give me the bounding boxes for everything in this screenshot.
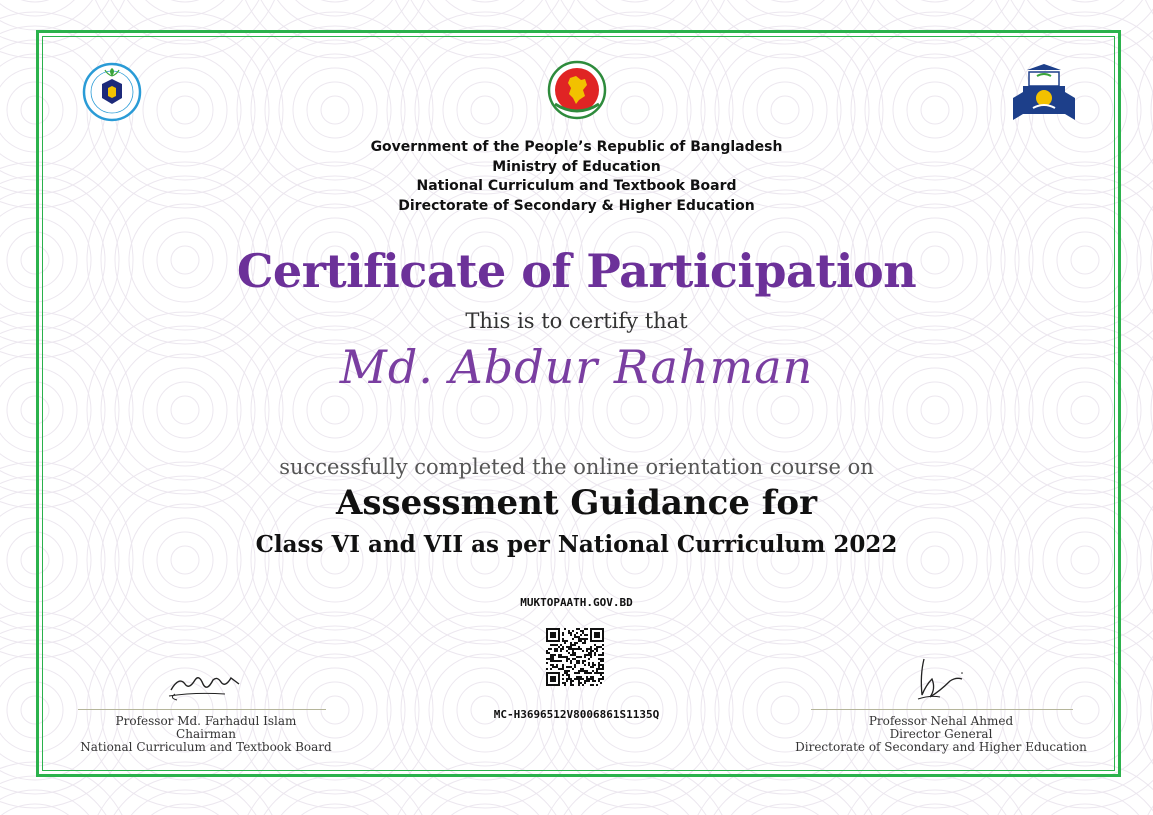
right-signature-line — [811, 709, 1073, 710]
course-title-line1: Assessment Guidance for — [335, 483, 818, 523]
left-signatory-designation: Chairman — [176, 727, 236, 741]
dshe-logo-icon — [1007, 62, 1081, 122]
right-signatory-designation: Director General — [889, 727, 993, 741]
right-signatory — [776, 715, 1106, 754]
left-signature-line — [78, 709, 326, 710]
header-dshe: Directorate of Secondary & Higher Education — [398, 198, 755, 214]
government-emblem-icon — [543, 60, 611, 120]
recipient-name: Md. Abdur Rahman — [339, 340, 814, 394]
right-signature-icon — [910, 655, 970, 703]
left-signatory — [56, 715, 356, 754]
header-ministry: Ministry of Education — [492, 159, 661, 175]
certify-text: This is to certify that — [465, 309, 688, 333]
left-signatory-name: Professor Md. Farhadul Islam — [115, 714, 297, 728]
left-signature-icon — [165, 668, 245, 702]
left-signatory-organization: National Curriculum and Textbook Board — [80, 740, 332, 754]
completed-text: successfully completed the online orientation course on — [279, 455, 874, 479]
certificate-title: Certificate of Participation — [236, 244, 917, 298]
nctb-logo-icon — [78, 62, 146, 122]
header-government: Government of the People’s Republic of Bangladesh — [370, 139, 783, 155]
right-signatory-name: Professor Nehal Ahmed — [868, 714, 1014, 728]
right-signatory-organization: Directorate of Secondary and Higher Education — [795, 740, 1087, 754]
certificate-id: MC-H3696512V8006861S1135Q — [493, 708, 660, 721]
website-url: MUKTOPAATH.GOV.BD — [520, 596, 633, 609]
qr-code-icon — [546, 628, 604, 686]
header-nctb: National Curriculum and Textbook Board — [416, 178, 737, 194]
course-title-line2: Class VI and VII as per National Curriculum 2022 — [255, 531, 898, 558]
